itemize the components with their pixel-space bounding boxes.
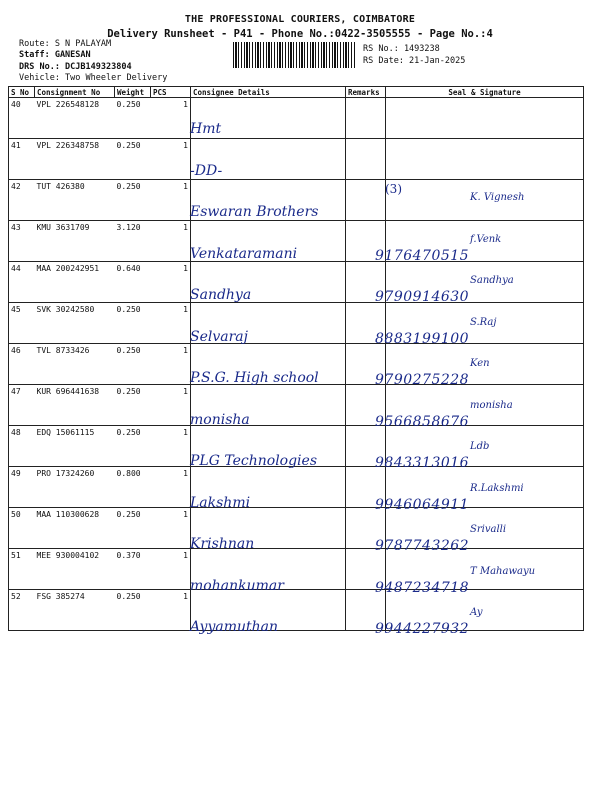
handwritten-phone: 9944227932 (375, 621, 470, 637)
row-sno: 50 (9, 508, 35, 549)
table-header-row (9, 87, 584, 98)
row-consignment: VPL 226348758 (35, 139, 115, 180)
col-header-weight: Weight (115, 87, 151, 98)
row-consignment: KUR 696441638 (35, 385, 115, 426)
row-consignment: SVK 30242580 (35, 303, 115, 344)
row-weight: 0.250 (115, 139, 151, 180)
row-consignment: FSG 385274 (35, 590, 115, 631)
handwritten-signature: f.Venk (470, 233, 502, 245)
row-remarks-cell (346, 98, 386, 139)
row-sno: 43 (9, 221, 35, 262)
handwritten-signature: T Mahawayu (470, 565, 536, 577)
row-pcs: 1 (151, 508, 191, 549)
row-consignment: TVL 8733426 (35, 344, 115, 385)
drs-label: DRS No.: DCJB149323804 (19, 62, 132, 72)
handwritten-phone: 8883199100 (375, 330, 470, 347)
handwritten-signature: Ken (470, 358, 490, 369)
row-sno: 46 (9, 344, 35, 385)
row-sno: 52 (9, 590, 35, 631)
row-consignment: PRO 17324260 (35, 467, 115, 508)
row-weight: 0.250 (115, 180, 151, 221)
row-weight: 0.250 (115, 98, 151, 139)
runsheet-table (8, 86, 584, 631)
handwritten-phone: 9487234718 (375, 579, 470, 596)
row-pcs: 1 (151, 590, 191, 631)
handwritten-consignee: P.S.G. High school (190, 370, 319, 386)
col-header-remarks: Remarks (346, 87, 386, 98)
row-weight: 0.370 (115, 549, 151, 590)
handwritten-signature: Ldb (470, 441, 490, 452)
row-weight: 0.250 (115, 385, 151, 426)
handwritten-consignee: Ayyamuthan (190, 619, 279, 635)
handwritten-consignee: Sandhya (190, 287, 252, 303)
row-consignment: KMU 3631709 (35, 221, 115, 262)
handwritten-phone: 9566858676 (375, 413, 470, 430)
row-weight: 0.250 (115, 426, 151, 467)
handwritten-phone: 9790275228 (375, 372, 470, 388)
row-sno: 48 (9, 426, 35, 467)
handwritten-signature: Sandhya (470, 275, 514, 286)
row-pcs: 1 (151, 303, 191, 344)
row-consignment: VPL 226548128 (35, 98, 115, 139)
table-row (9, 303, 584, 344)
handwritten-consignee: -DD- (190, 162, 223, 179)
company-title: THE PROFESSIONAL COURIERS, COIMBATORE (184, 14, 416, 25)
table-row (9, 98, 584, 139)
row-remarks-cell (346, 139, 386, 180)
row-sno: 41 (9, 139, 35, 180)
row-pcs: 1 (151, 426, 191, 467)
row-consignment: MAA 200242951 (35, 262, 115, 303)
handwritten-phone: 9843313016 (375, 455, 470, 471)
row-consignment: MEE 930004102 (35, 549, 115, 590)
table-row (9, 590, 584, 631)
handwritten-signature: S.Raj (470, 316, 497, 328)
row-pcs: 1 (151, 98, 191, 139)
handwritten-consignee: Eswaran Brothers (190, 204, 319, 220)
col-header-pcs: PCS (151, 87, 191, 98)
row-weight: 0.250 (115, 303, 151, 344)
row-weight: 0.250 (115, 344, 151, 385)
handwritten-consignee: Krishnan (190, 536, 255, 552)
row-pcs: 1 (151, 467, 191, 508)
col-header-sno: S No (9, 87, 35, 98)
row-consignment: TUT 426380 (35, 180, 115, 221)
row-weight: 3.120 (115, 221, 151, 262)
remarks-mark: (3) (385, 182, 402, 196)
row-pcs: 1 (151, 139, 191, 180)
row-signature-cell (386, 98, 584, 139)
handwritten-signature: Ay (470, 607, 483, 618)
row-remarks-cell (346, 180, 386, 221)
row-pcs: 1 (151, 344, 191, 385)
handwritten-phone: 9787743262 (375, 538, 470, 554)
rs-date-label: RS Date: 21-Jan-2025 (363, 56, 466, 66)
handwritten-consignee: Selvaraj (190, 328, 248, 345)
row-weight: 0.250 (115, 590, 151, 631)
handwritten-signature: K. Vignesh (470, 192, 525, 203)
row-pcs: 1 (151, 180, 191, 221)
barcode-image (233, 42, 355, 68)
handwritten-signature: R.Lakshmi (470, 482, 524, 494)
col-header-consignment: Consignment No (35, 87, 115, 98)
handwritten-phone: 9790914630 (375, 289, 470, 305)
row-sno: 49 (9, 467, 35, 508)
row-pcs: 1 (151, 262, 191, 303)
row-weight: 0.640 (115, 262, 151, 303)
row-sno: 47 (9, 385, 35, 426)
row-sno: 45 (9, 303, 35, 344)
table-row (9, 139, 584, 180)
row-sno: 51 (9, 549, 35, 590)
row-signature-cell (386, 139, 584, 180)
handwritten-consignee: Venkataramani (190, 245, 298, 262)
handwritten-consignee: monisha (190, 411, 250, 428)
row-consignment: MAA 110300628 (35, 508, 115, 549)
rs-no-label: RS No.: 1493238 (363, 44, 440, 54)
row-pcs: 1 (151, 549, 191, 590)
row-weight: 0.800 (115, 467, 151, 508)
runsheet-subtitle: Delivery Runsheet - P41 - Phone No.:0422-3505555 - Page No.:4 (107, 28, 493, 40)
row-sno: 42 (9, 180, 35, 221)
handwritten-consignee: Lakshmi (190, 494, 251, 511)
handwritten-signature: monisha (470, 399, 513, 411)
handwritten-consignee: Hmt (190, 121, 222, 137)
col-header-consignee: Consignee Details (191, 87, 346, 98)
handwritten-phone: 9176470515 (375, 247, 470, 264)
row-pcs: 1 (151, 221, 191, 262)
staff-label: Staff: GANESAN (19, 50, 91, 60)
handwritten-phone: 9946064911 (375, 496, 470, 513)
row-sno: 44 (9, 262, 35, 303)
route-label: Route: S N PALAYAM (19, 39, 112, 49)
row-pcs: 1 (151, 385, 191, 426)
handwritten-signature: Srivalli (470, 524, 507, 535)
handwritten-consignee: PLG Technologies (190, 453, 318, 469)
vehicle-label: Vehicle: Two Wheeler Delivery (19, 73, 168, 83)
row-sno: 40 (9, 98, 35, 139)
row-consignment: EDQ 15061115 (35, 426, 115, 467)
row-weight: 0.250 (115, 508, 151, 549)
handwritten-consignee: mohankumar (190, 577, 284, 594)
col-header-signature: Seal & Signature (386, 87, 584, 98)
